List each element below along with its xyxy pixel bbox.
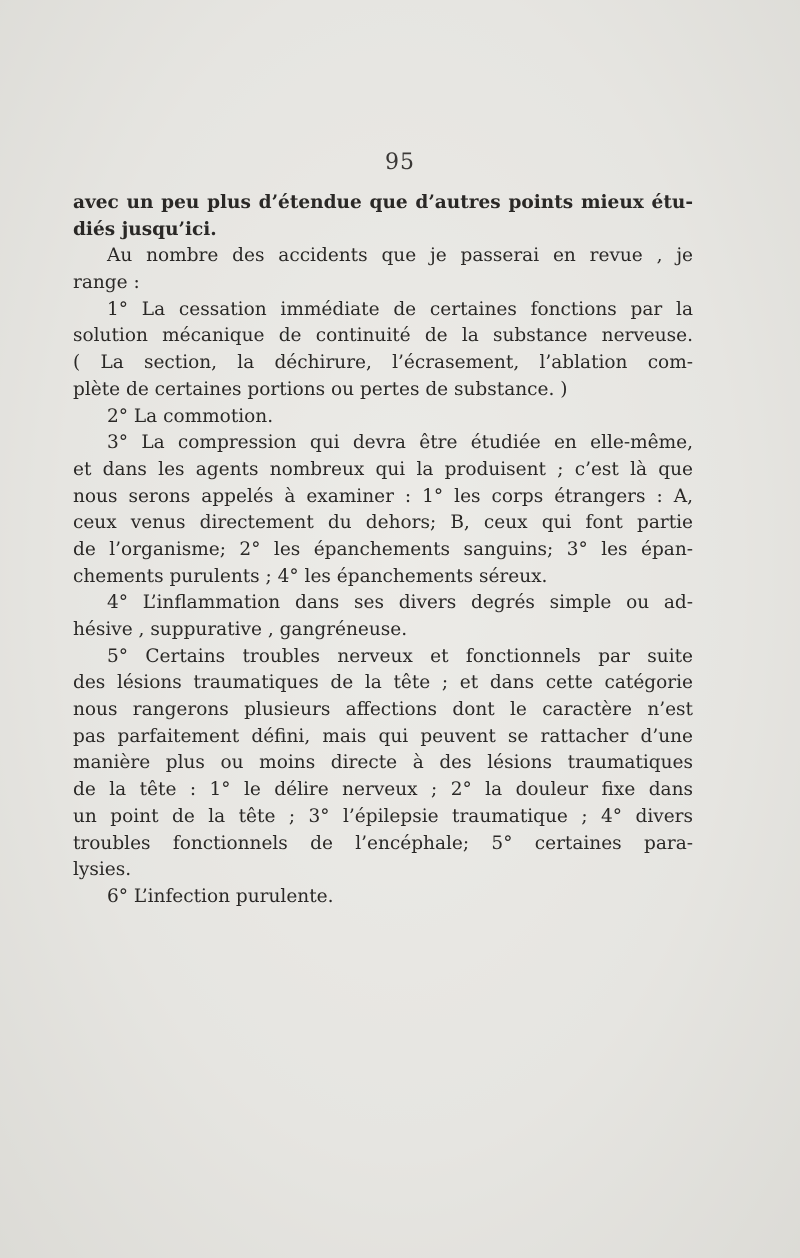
text-line: lysies. xyxy=(73,859,132,881)
text-line: 3° La compression qui devra être étudiée en elle-même, xyxy=(107,432,693,454)
text-line: nous serons appelés à examiner : 1° les corps étrangers : A, xyxy=(73,485,693,507)
text-line: range : xyxy=(73,272,140,294)
text-line: Au nombre des accidents que je passerai en revue , je xyxy=(107,245,693,267)
text-line: troubles fonctionnels de l’encéphale; 5° certaines para- xyxy=(73,832,693,854)
text-line: chements purulents ; 4° les épanchements séreux. xyxy=(73,565,548,587)
text-line: diés jusqu’ici. xyxy=(73,218,217,240)
text-line: hésive , suppurative , gangréneuse. xyxy=(73,619,408,640)
text-line: manière plus ou moins directe à des lésions traumatiques xyxy=(73,752,693,774)
text-line: ( La section, la déchirure, l’écrasement, l’ablation com- xyxy=(73,352,693,374)
text-line: ceux venus directement du dehors; B, ceux qui font partie xyxy=(73,512,693,534)
text-line: 4° L’inflammation dans ses divers degrés simple ou ad- xyxy=(107,592,693,614)
text-line: 2° La commotion. xyxy=(107,405,274,427)
text-line: de l’organisme; 2° les épanchements sanguins; 3° les épan- xyxy=(73,538,693,560)
text-line: et dans les agents nombreux qui la produisent ; c’est là que xyxy=(73,458,693,480)
text-line: pas parfaitement défini, mais qui peuvent se rattacher d’une xyxy=(73,725,693,747)
page-number: 95 xyxy=(385,150,415,175)
text-line: solution mécanique de continuité de la substance nerveuse. xyxy=(73,325,693,347)
text-line: de la tête : 1° le délire nerveux ; 2° la douleur fixe dans xyxy=(73,779,693,801)
text-line: 6° L’infection purulente. xyxy=(107,885,334,907)
text-line: nous rangerons plusieurs affections dont le caractère n’est xyxy=(73,699,693,721)
text-line: avec un peu plus d’étendue que d’autres points mieux étu- xyxy=(73,192,693,213)
body-text xyxy=(73,190,693,911)
text-line: un point de la tête ; 3° l’épilepsie traumatique ; 4° divers xyxy=(73,805,693,827)
text-line: 1° La cessation immédiate de certaines fonctions par la xyxy=(107,298,693,320)
text-line: 5° Certains troubles nerveux et fonctionnels par suite xyxy=(107,645,693,667)
text-line: plète de certaines portions ou pertes de substance. ) xyxy=(73,378,568,400)
text-line: des lésions traumatiques de la tête ; et dans cette catégorie xyxy=(73,672,693,694)
